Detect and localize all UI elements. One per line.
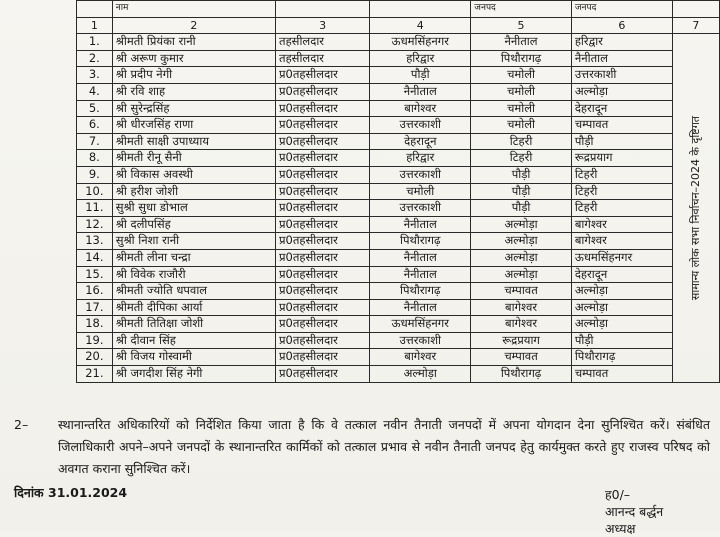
cell-name: सुश्री सुधा डोभाल: [112, 200, 275, 217]
cell-post: प्र0तहसीलदार: [276, 67, 370, 84]
table-row: [77, 316, 720, 333]
table-row: [77, 299, 720, 316]
cell-name: श्री धीरजसिंह राणा: [112, 117, 275, 134]
cell-prev: उत्तरकाशी: [571, 67, 672, 84]
header-top-cell: जनपद: [571, 1, 672, 18]
cell-sn: 2.: [77, 50, 113, 67]
cell-current: हरिद्वार: [370, 50, 471, 67]
cell-post: प्र0तहसीलदार: [276, 366, 370, 383]
cell-name: श्री विकास अवस्थी: [112, 166, 275, 183]
table-row: [77, 150, 720, 167]
cell-name: श्री दलीपसिंह: [112, 216, 275, 233]
cell-current: बागेश्वर: [370, 349, 471, 366]
cell-sn: 7.: [77, 133, 113, 150]
cell-current: चमोली: [370, 183, 471, 200]
table-row: [77, 100, 720, 117]
cell-newdist: टिहरी: [471, 133, 572, 150]
column-number: 1: [77, 17, 113, 34]
cell-newdist: चमोली: [471, 67, 572, 84]
cell-newdist: अल्मोड़ा: [471, 216, 572, 233]
cell-current: नैनीताल: [370, 299, 471, 316]
signatory-name: आनन्द बर्द्धन: [605, 504, 664, 519]
cell-newdist: पौड़ी: [471, 166, 572, 183]
cell-prev: टिहरी: [571, 200, 672, 217]
cell-prev: अल्मोड़ा: [571, 316, 672, 333]
cell-current: उत्तरकाशी: [370, 200, 471, 217]
header-top-cell: [276, 1, 370, 18]
cell-sn: 16.: [77, 283, 113, 300]
table-row: [77, 233, 720, 250]
cell-prev: पौड़ी: [571, 133, 672, 150]
cell-current: देहरादून: [370, 133, 471, 150]
table-row: [77, 83, 720, 100]
cell-prev: रूद्रप्रयाग: [571, 150, 672, 167]
cell-current: ऊधमसिंहनगर: [370, 316, 471, 333]
cell-post: प्र0तहसीलदार: [276, 117, 370, 134]
table-row: [77, 34, 720, 51]
cell-newdist: अल्मोड़ा: [471, 233, 572, 250]
cell-sn: 18.: [77, 316, 113, 333]
cell-current: ऊधमसिंहनगर: [370, 34, 471, 51]
cell-newdist: टिहरी: [471, 150, 572, 167]
cell-current: उत्तरकाशी: [370, 117, 471, 134]
cell-post: प्र0तहसीलदार: [276, 216, 370, 233]
column-number: 7: [672, 17, 719, 34]
cell-newdist: चम्पावत: [471, 349, 572, 366]
table-row: [77, 366, 720, 383]
cell-name: श्रीमती रीनू सैनी: [112, 150, 275, 167]
cell-post: प्र0तहसीलदार: [276, 200, 370, 217]
cell-prev: बागेश्वर: [571, 216, 672, 233]
cell-current: नैनीताल: [370, 83, 471, 100]
cell-prev: नैनीताल: [571, 50, 672, 67]
transfer-table: [76, 0, 720, 383]
cell-sn: 1.: [77, 34, 113, 51]
cell-sn: 9.: [77, 166, 113, 183]
cell-post: प्र0तहसीलदार: [276, 283, 370, 300]
cell-post: प्र0तहसीलदार: [276, 299, 370, 316]
header-top-cell: [370, 1, 471, 18]
cell-prev: चम्पावत: [571, 366, 672, 383]
cell-newdist: नैनीताल: [471, 34, 572, 51]
header-top-cell: नाम: [112, 1, 275, 18]
cell-name: श्री विवेक राजौरी: [112, 266, 275, 283]
cell-name: श्री अरूण कुमार: [112, 50, 275, 67]
column-number: 5: [471, 17, 572, 34]
cell-post: प्र0तहसीलदार: [276, 166, 370, 183]
table-row: [77, 216, 720, 233]
cell-name: सुश्री निशा रानी: [112, 233, 275, 250]
cell-newdist: चम्पावत: [471, 283, 572, 300]
cell-current: पौड़ी: [370, 67, 471, 84]
cell-sn: 4.: [77, 83, 113, 100]
cell-prev: अल्मोड़ा: [571, 283, 672, 300]
cell-sn: 15.: [77, 266, 113, 283]
table-row: [77, 249, 720, 266]
cell-current: उत्तरकाशी: [370, 332, 471, 349]
cell-sn: 5.: [77, 100, 113, 117]
cell-post: प्र0तहसीलदार: [276, 332, 370, 349]
header-top-cell: [672, 1, 719, 18]
cell-prev: हरिद्वार: [571, 34, 672, 51]
cell-post: प्र0तहसीलदार: [276, 183, 370, 200]
cell-post: प्र0तहसीलदार: [276, 316, 370, 333]
header-top-cell: जनपद: [471, 1, 572, 18]
remark-text: सामान्य लोक सभा निर्वाचन–2024 के दृष्टिगत: [689, 115, 703, 300]
cell-prev: बागेश्वर: [571, 233, 672, 250]
cell-newdist: पिथौरागढ़: [471, 50, 572, 67]
paragraph-text: स्थानान्तरित अधिकारियों को निर्देशित किया जाता है कि वे तत्काल नवीन तैनाती जनपदों में अपना योगदान देना सुनिश्चित करें। संबंधित जिलाधिकारी अपने–अपने जनपदों के स्थानान्तरित कार्मिकों को तत्काल प्रभाव से नवीन तैनाती जनपद हेतु कार्यमुक्त करते हुए राजस्व परिषद को अवगत कराना सुनिश्चित करें।: [58, 417, 710, 476]
cell-prev: पिथौरागढ़: [571, 349, 672, 366]
cell-sn: 17.: [77, 299, 113, 316]
cell-name: श्री विजय गोस्वामी: [112, 349, 275, 366]
header-top-cell: [77, 1, 113, 18]
cell-prev: टिहरी: [571, 166, 672, 183]
cell-post: प्र0तहसीलदार: [276, 150, 370, 167]
cell-sn: 21.: [77, 366, 113, 383]
cell-sn: 14.: [77, 249, 113, 266]
cell-name: श्री जगदीश सिंह नेगी: [112, 366, 275, 383]
cell-newdist: बागेश्वर: [471, 316, 572, 333]
cell-name: श्री सुरेन्द्रसिंह: [112, 100, 275, 117]
cell-prev: देहरादून: [571, 266, 672, 283]
cell-newdist: चमोली: [471, 83, 572, 100]
signature-mark: ह0/–: [605, 487, 631, 502]
cell-newdist: पौड़ी: [471, 200, 572, 217]
table-row: [77, 117, 720, 134]
cell-name: श्री दीवान सिंह: [112, 332, 275, 349]
cell-post: प्र0तहसीलदार: [276, 133, 370, 150]
signature-block: [605, 486, 663, 537]
cell-current: अल्मोड़ा: [370, 366, 471, 383]
cell-name: श्रीमती दीपिका आर्या: [112, 299, 275, 316]
cell-sn: 8.: [77, 150, 113, 167]
cell-name: श्रीमती प्रियंका रानी: [112, 34, 275, 51]
cell-current: हरिद्वार: [370, 150, 471, 167]
instruction-paragraph: [14, 414, 710, 480]
cell-prev: ऊधमसिंहनगर: [571, 249, 672, 266]
cell-name: श्रीमती ज्योति धपवाल: [112, 283, 275, 300]
cell-prev: चम्पावत: [571, 117, 672, 134]
cell-prev: देहरादून: [571, 100, 672, 117]
cell-sn: 20.: [77, 349, 113, 366]
cell-post: प्र0तहसीलदार: [276, 266, 370, 283]
cell-newdist: बागेश्वर: [471, 299, 572, 316]
column-number: 3: [276, 17, 370, 34]
table-row: [77, 67, 720, 84]
header-top-row: [77, 1, 720, 18]
cell-name: श्री रवि शाह: [112, 83, 275, 100]
table-row: [77, 200, 720, 217]
cell-current: बागेश्वर: [370, 100, 471, 117]
cell-prev: अल्मोड़ा: [571, 83, 672, 100]
cell-post: तहसीलदार: [276, 34, 370, 51]
cell-prev: टिहरी: [571, 183, 672, 200]
cell-newdist: अल्मोड़ा: [471, 249, 572, 266]
cell-newdist: चमोली: [471, 117, 572, 134]
cell-name: श्रीमती साक्षी उपाध्याय: [112, 133, 275, 150]
cell-prev: अल्मोड़ा: [571, 299, 672, 316]
cell-current: पिथौरागढ़: [370, 283, 471, 300]
cell-newdist: चमोली: [471, 100, 572, 117]
cell-prev: पौड़ी: [571, 332, 672, 349]
cell-newdist: अल्मोड़ा: [471, 266, 572, 283]
table-row: [77, 183, 720, 200]
table-row: [77, 349, 720, 366]
cell-name: श्री प्रदीप नेगी: [112, 67, 275, 84]
cell-newdist: पौड़ी: [471, 183, 572, 200]
cell-sn: 6.: [77, 117, 113, 134]
cell-post: प्र0तहसीलदार: [276, 349, 370, 366]
cell-newdist: पिथौरागढ़: [471, 366, 572, 383]
cell-name: श्रीमती तितिक्षा जोशी: [112, 316, 275, 333]
cell-sn: 19.: [77, 332, 113, 349]
cell-current: नैनीताल: [370, 216, 471, 233]
cell-sn: 11.: [77, 200, 113, 217]
cell-name: श्री हरीश जोशी: [112, 183, 275, 200]
column-number-row: [77, 17, 720, 34]
cell-post: तहसीलदार: [276, 50, 370, 67]
column-number: 6: [571, 17, 672, 34]
cell-post: प्र0तहसीलदार: [276, 249, 370, 266]
table-row: [77, 166, 720, 183]
cell-post: प्र0तहसीलदार: [276, 83, 370, 100]
cell-sn: 10.: [77, 183, 113, 200]
cell-sn: 3.: [77, 67, 113, 84]
table-row: [77, 133, 720, 150]
paragraph-number: 2–: [14, 417, 29, 432]
cell-newdist: रूद्रप्रयाग: [471, 332, 572, 349]
cell-sn: 12.: [77, 216, 113, 233]
signatory-designation: अध्यक्ष: [605, 521, 636, 536]
cell-current: नैनीताल: [370, 266, 471, 283]
table-row: [77, 332, 720, 349]
cell-current: नैनीताल: [370, 249, 471, 266]
cell-name: श्रीमती लीना चन्द्रा: [112, 249, 275, 266]
cell-current: पिथौरागढ़: [370, 233, 471, 250]
cell-post: प्र0तहसीलदार: [276, 100, 370, 117]
cell-post: प्र0तहसीलदार: [276, 233, 370, 250]
table-row: [77, 50, 720, 67]
cell-sn: 13.: [77, 233, 113, 250]
table-row: [77, 283, 720, 300]
cell-current: उत्तरकाशी: [370, 166, 471, 183]
document-date: दिनांक 31.01.2024: [14, 485, 128, 500]
column-number: 4: [370, 17, 471, 34]
remark-cell: [672, 34, 719, 382]
table-row: [77, 266, 720, 283]
column-number: 2: [112, 17, 275, 34]
